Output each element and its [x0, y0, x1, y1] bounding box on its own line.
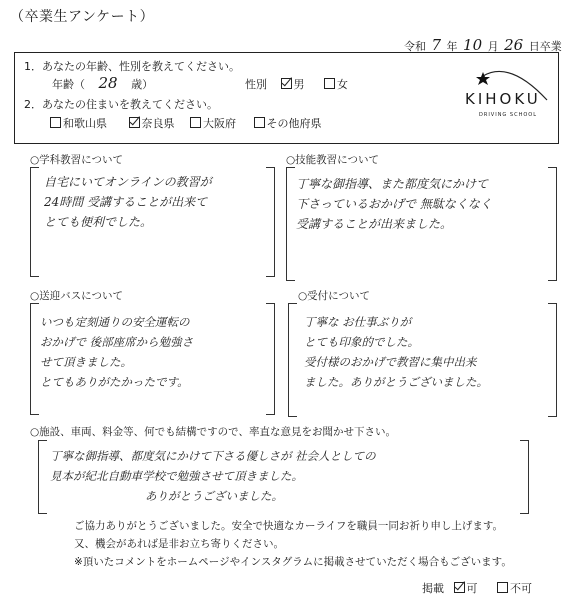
- publish-ng-option[interactable]: [497, 582, 532, 595]
- male-checkbox[interactable]: [281, 78, 292, 89]
- age-row: [52, 74, 153, 92]
- uketsuke-comment: 丁寧な お仕事ぶりが とても印象的でした。 受付様のおかげで教習に集中出来 ました。ありがとうございました。: [304, 315, 488, 389]
- publish-ok-checkbox[interactable]: [454, 582, 465, 593]
- date-year-label: 年: [446, 40, 458, 53]
- other-pref-checkbox[interactable]: [254, 117, 265, 128]
- bus-label: ○送迎バスについて: [30, 290, 123, 302]
- logo-subtitle: DRIVING SCHOOL: [479, 112, 537, 118]
- female-checkbox[interactable]: [324, 78, 335, 89]
- page-title: （卒業生アンケート）: [10, 9, 155, 25]
- publish-ok-label: 可: [466, 582, 478, 595]
- bus-comment: いつも定刻通りの安全運転の おかげで 後部座席から勉強さ せて頂きました。 とてもありがたかったです。: [40, 315, 194, 389]
- age-suffix: 歳）: [131, 78, 154, 91]
- gakka-label: ○学科教習について: [30, 154, 123, 166]
- footer-thanks: ご協力ありがとうございました。安全で快適なカーライフを職員一同お祈り申し上げます。: [74, 520, 504, 532]
- sex-row: [245, 76, 348, 92]
- date-year: 7: [431, 36, 442, 54]
- residence-row: [50, 115, 322, 131]
- age-label: 年齢（: [52, 78, 85, 91]
- pref-other[interactable]: [254, 117, 322, 130]
- pref-wakayama[interactable]: [50, 117, 107, 130]
- other-bracket-right: [520, 440, 529, 514]
- uketsuke-bracket-left: [288, 303, 297, 417]
- bus-bracket-right: [266, 303, 275, 415]
- publish-ng-label: 不可: [510, 582, 532, 595]
- male-label: 男: [293, 78, 305, 91]
- question-residence: 2．あなたの住まいを教えてください。: [24, 98, 218, 111]
- osaka-label: 大阪府: [203, 117, 236, 130]
- gino-bracket-left: [286, 167, 295, 281]
- gino-bracket-right: [548, 167, 557, 281]
- sex-female-option[interactable]: [324, 78, 348, 91]
- gakka-bracket-right: [266, 167, 275, 277]
- date-month: 10: [463, 36, 483, 54]
- sex-label: 性別: [245, 78, 267, 91]
- wakayama-checkbox[interactable]: [50, 117, 61, 128]
- publish-label: 掲載: [422, 582, 444, 595]
- age-value[interactable]: 28: [98, 74, 118, 92]
- other-pref-label: その他府県: [266, 117, 322, 130]
- gino-label: ○技能教習について: [286, 154, 379, 166]
- question-age-sex: 1．あなたの年齢、性別を教えてください。: [24, 60, 240, 73]
- date-month-label: 月: [487, 40, 499, 53]
- other-comment: 丁寧な御指導、都度気にかけて下さる優しさが 社会人としての 見本が紀北自動車学校で勉強させて頂きました。 ありがとうございました。: [50, 449, 376, 503]
- bus-bracket-left: [30, 303, 39, 415]
- uketsuke-label: ○受付について: [298, 290, 370, 302]
- publish-ok-option[interactable]: [454, 582, 478, 595]
- date-day-label: 日卒業: [528, 40, 562, 53]
- uketsuke-bracket-right: [548, 303, 557, 417]
- osaka-checkbox[interactable]: [190, 117, 201, 128]
- date-era: 令和: [404, 40, 426, 53]
- nara-checkbox[interactable]: [129, 117, 140, 128]
- gakka-bracket-left: [30, 167, 39, 277]
- publish-row: [422, 580, 532, 596]
- gakka-comment: 自宅にいてオンラインの教習が 24時間 受講することが出来て とても便利でした。: [44, 175, 212, 229]
- gino-comment: 丁寧な御指導、また都度気にかけて 下さっているおかげで 無駄なくなく 受講することが出来ました。: [296, 177, 492, 231]
- kihoku-logo: [455, 60, 555, 140]
- footer-visit: 又、機会があれば是非お立ち寄りください。: [74, 538, 284, 550]
- footer-notice: ※頂いたコメントをホームページやインスタグラムに掲載させていただく場合もございます。: [74, 556, 512, 568]
- other-label: ○施設、車両、料金等、何でも結構ですので、率直な意見をお聞かせ下さい。: [30, 426, 396, 438]
- publish-ng-checkbox[interactable]: [497, 582, 508, 593]
- date-day: 26: [504, 36, 524, 54]
- pref-nara[interactable]: [129, 117, 175, 130]
- female-label: 女: [337, 78, 348, 91]
- other-bracket-left: [38, 440, 47, 514]
- wakayama-label: 和歌山県: [63, 117, 107, 130]
- pref-osaka[interactable]: [190, 117, 236, 130]
- nara-label: 奈良県: [141, 117, 175, 130]
- logo-name: KIHOKU: [465, 90, 541, 108]
- sex-male-option[interactable]: [281, 78, 305, 91]
